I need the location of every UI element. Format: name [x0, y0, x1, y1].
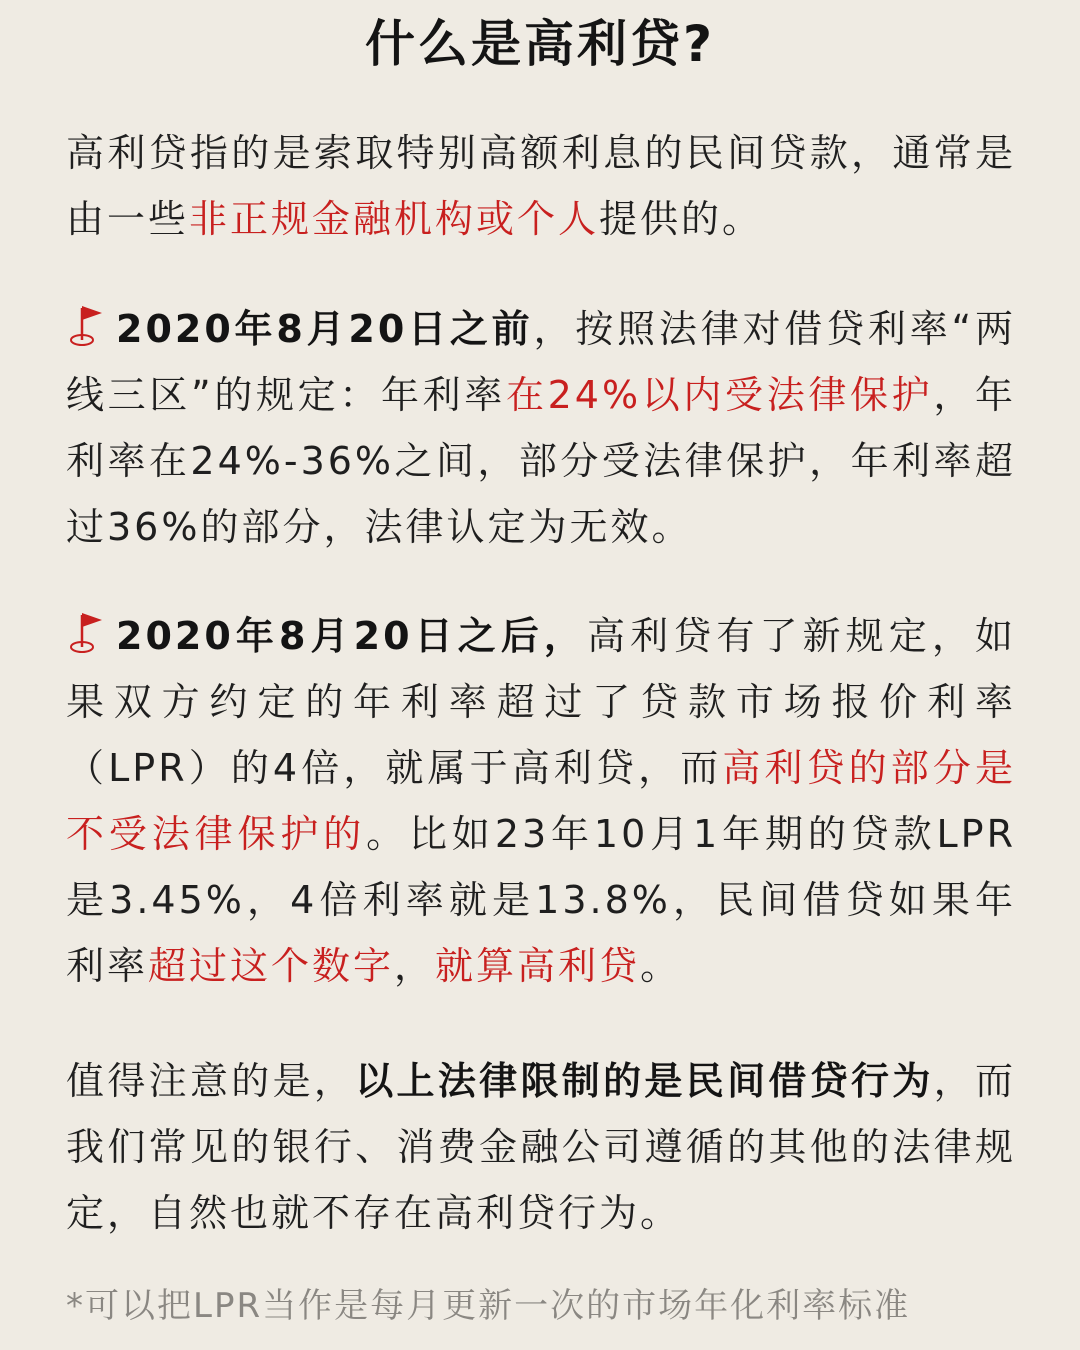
paragraph-text: 高利贷有了新规定，如果双方约定的年利率超过了贷款市场报价利率（LPR）的4倍，就属于高利贷，而: [66, 614, 1016, 790]
golf-flag-icon: [66, 609, 110, 655]
footnote: *可以把LPR当作是每月更新一次的市场年化利率标准: [66, 1286, 911, 1326]
highlight-text: 高利贷的部分是不受法律保护的: [66, 746, 1016, 856]
paragraph-definition: [66, 120, 1016, 252]
paragraph-text: 。比如23年10月1年期的贷款LPR是3.45%，4倍利率就是13.8%，民间借贷如果年利率: [66, 812, 1016, 988]
page-title: 什么是高利贷?: [364, 15, 715, 73]
paragraph-text: ，年利率在24%-36%之间，部分受法律保护，年利率超过36%的部分，法律认定为无效。: [66, 373, 1016, 549]
highlight-text: 非正规金融机构或个人: [189, 197, 600, 241]
highlight-text: 就算高利贷: [435, 944, 641, 988]
paragraph-text: 高利贷指的是索取特别高额利息的民间贷款，通常是由一些: [66, 131, 1016, 241]
paragraph-note: [66, 1048, 1016, 1246]
highlight-text: 在24%以内受法律保护: [505, 373, 934, 417]
paragraph-text: ，而我们常见的银行、消费金融公司遵循的其他的法律规定，自然也就不存在高利贷行为。: [66, 1059, 1016, 1235]
golf-flag-icon: [66, 302, 110, 348]
paragraph-text: 值得注意的是，: [66, 1059, 356, 1103]
bold-text: 以上法律限制的是民间借贷行为: [355, 1059, 934, 1103]
paragraph-before-2020: [66, 296, 1016, 560]
highlight-text: 超过这个数字: [148, 944, 395, 988]
paragraph-text: 提供的。: [599, 197, 764, 241]
paragraph-after-2020: [66, 603, 1016, 999]
paragraph-text: ，: [394, 944, 436, 988]
date-heading: 2020年8月20日之前: [116, 307, 534, 351]
date-heading: 2020年8月20日之后，: [116, 614, 588, 658]
paragraph-text: 。: [640, 944, 682, 988]
paragraph-text: ，按照法律对借贷利率“两线三区”的规定：年利率: [66, 307, 1016, 417]
